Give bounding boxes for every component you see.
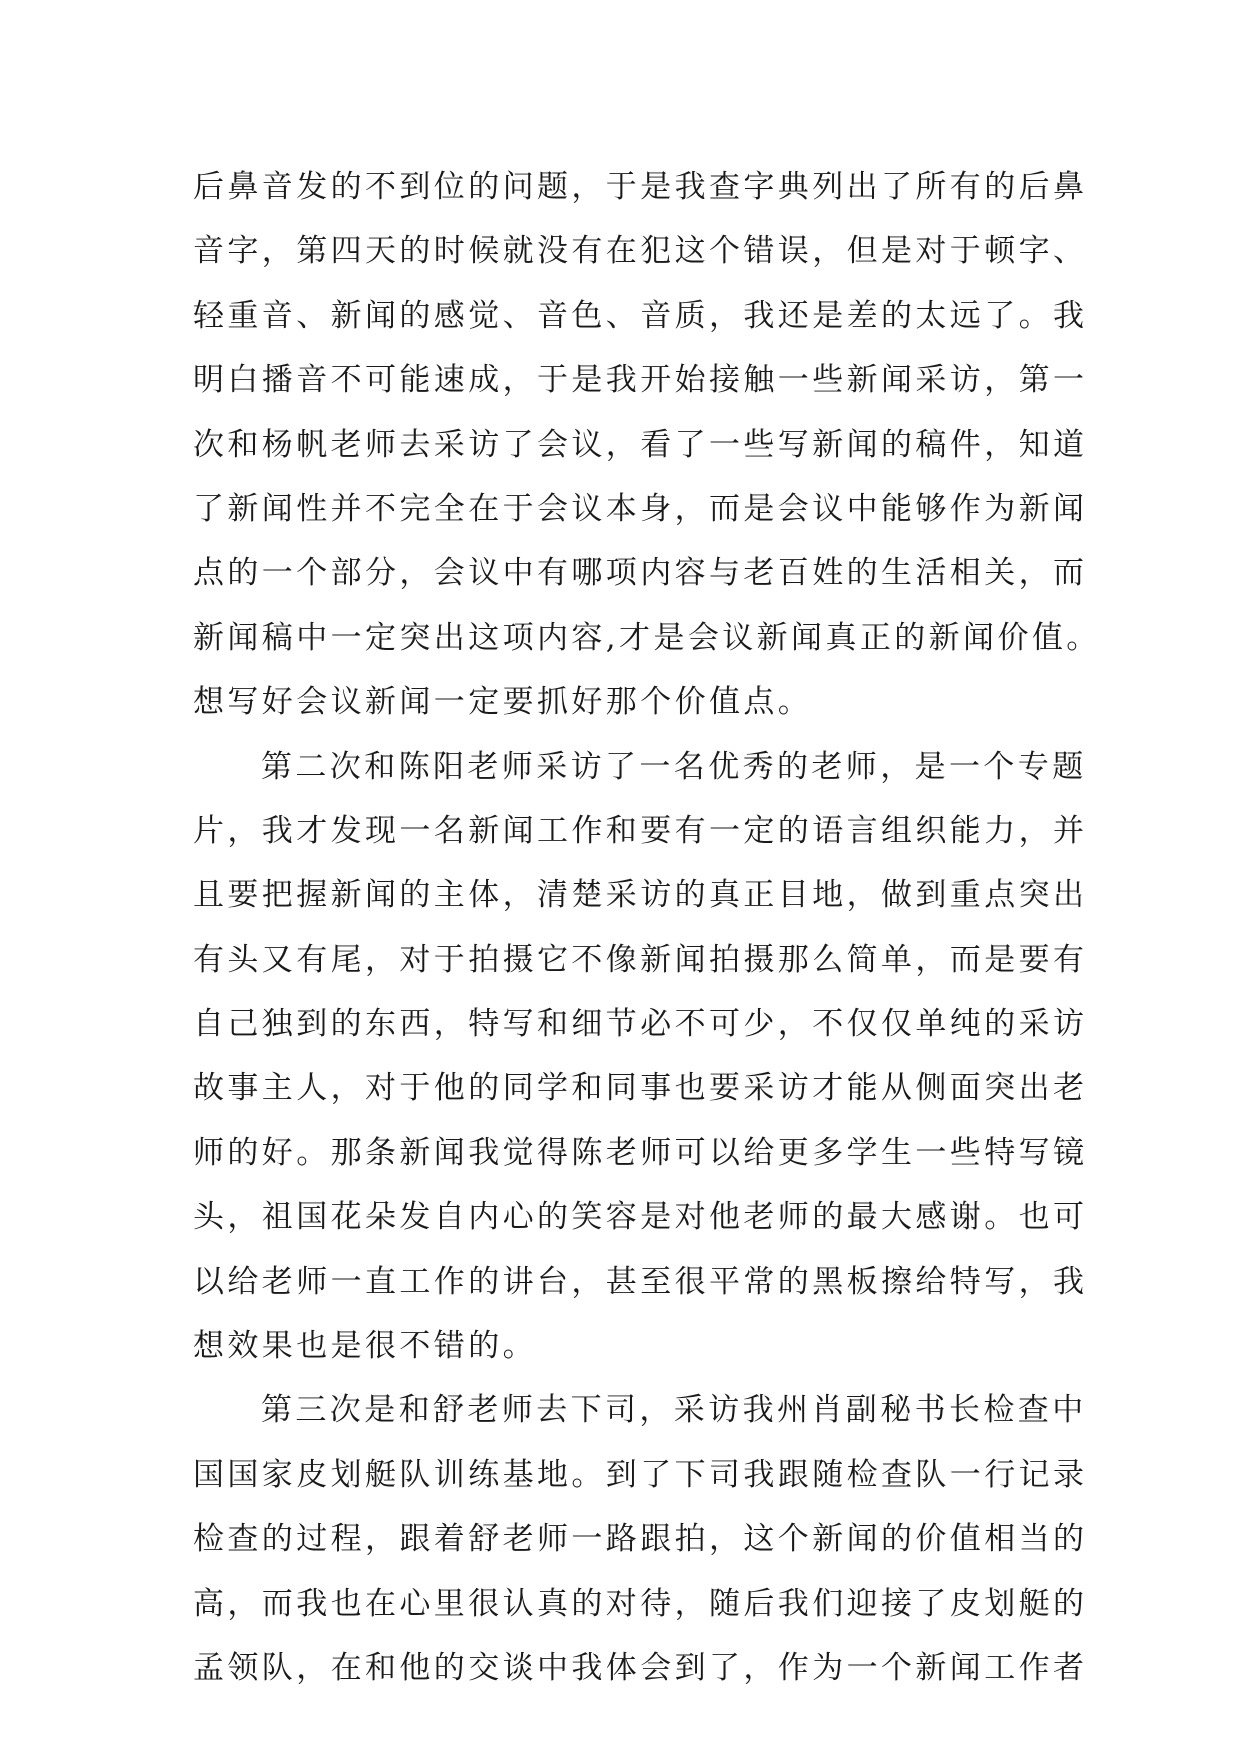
text-line: 有头又有尾，对于拍摄它不像新闻拍摄那么简单，而是要有 [193, 941, 1088, 978]
text-line: 以给老师一直工作的讲台，甚至很平常的黑板擦给特写，我 [193, 1263, 1088, 1300]
text-line: 明白播音不可能速成，于是我开始接触一些新闻采访，第一 [193, 362, 1088, 399]
text-line: 师的好。那条新闻我觉得陈老师可以给更多学生一些特写镜 [193, 1134, 1088, 1171]
text-line: 想写好会议新闻一定要抓好那个价值点。 [193, 684, 813, 721]
text-line: 高，而我也在心里很认真的对待，随后我们迎接了皮划艇的 [193, 1585, 1088, 1622]
text-line: 次和杨帆老师去采访了会议，看了一些写新闻的稿件，知道 [193, 426, 1088, 463]
text-line: 且要把握新闻的主体，清楚采访的真正目地，做到重点突出 [193, 877, 1088, 914]
text-line: 故事主人，对于他的同学和同事也要采访才能从侧面突出老 [193, 1070, 1088, 1107]
text-line: 轻重音、新闻的感觉、音色、音质，我还是差的太远了。我 [193, 297, 1088, 334]
text-line: 点的一个部分，会议中有哪项内容与老百姓的生活相关，而 [193, 555, 1088, 592]
text-line: 检查的过程，跟着舒老师一路跟拍，这个新闻的价值相当的 [193, 1521, 1088, 1558]
text-line: 自己独到的东西，特写和细节必不可少，不仅仅单纯的采访 [193, 1006, 1088, 1043]
body-text [193, 155, 1101, 1700]
paragraph-first-line: 第二次和陈阳老师采访了一名优秀的老师，是一个专题 [261, 748, 1087, 785]
text-line: 了新闻性并不完全在于会议本身，而是会议中能够作为新闻 [193, 490, 1088, 527]
text-line: 头，祖国花朵发自内心的笑容是对他老师的最大感谢。也可 [193, 1199, 1088, 1236]
text-line: 新闻稿中一定突出这项内容,才是会议新闻真正的新闻价值。 [193, 619, 1101, 656]
paragraph-first-line: 第三次是和舒老师去下司，采访我州肖副秘书长检查中 [261, 1392, 1087, 1429]
text-line: 想效果也是很不错的。 [193, 1328, 537, 1365]
text-line: 片，我才发现一名新闻工作和要有一定的语言组织能力，并 [193, 812, 1088, 849]
text-line: 国国家皮划艇队训练基地。到了下司我跟随检查队一行记录 [193, 1456, 1088, 1493]
text-line: 孟领队，在和他的交谈中我体会到了，作为一个新闻工作者 [193, 1649, 1088, 1686]
text-line: 后鼻音发的不到位的问题，于是我查字典列出了所有的后鼻 [193, 169, 1088, 205]
text-line: 音字，第四天的时候就没有在犯这个错误，但是对于顿字、 [193, 233, 1088, 270]
